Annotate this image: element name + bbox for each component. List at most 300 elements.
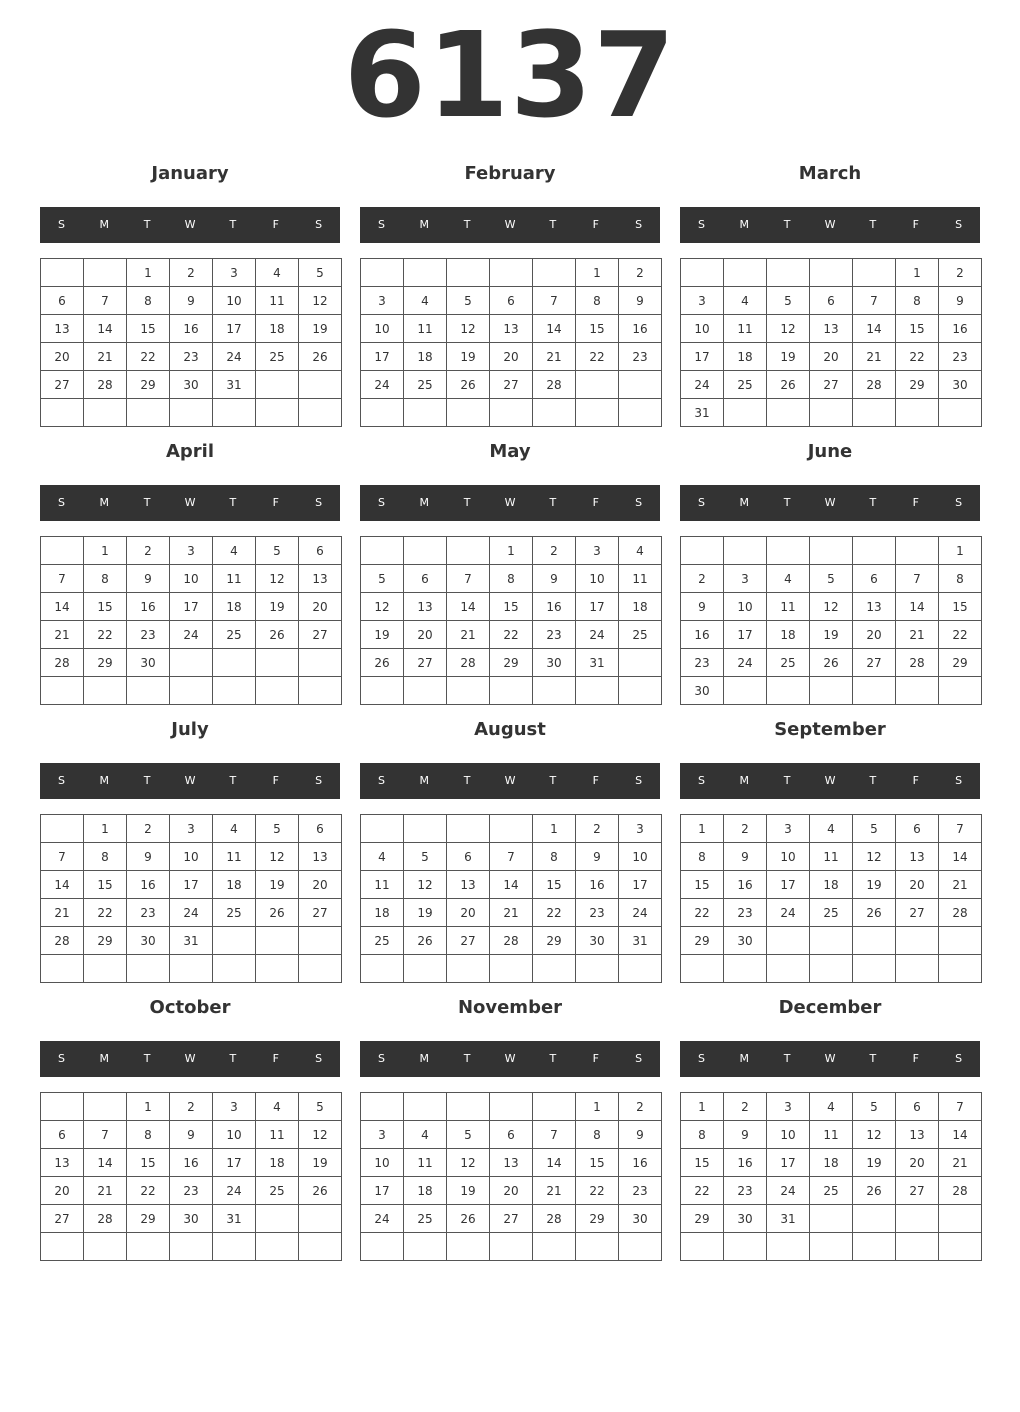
day-cell — [404, 259, 447, 287]
day-cell: 17 — [213, 1149, 256, 1177]
day-cell — [853, 677, 896, 705]
day-cell — [533, 1093, 576, 1121]
day-cell — [810, 1205, 853, 1233]
day-cell: 30 — [724, 927, 767, 955]
day-cell: 24 — [767, 899, 810, 927]
day-cell: 26 — [810, 649, 853, 677]
weekday-label: S — [57, 1052, 65, 1065]
day-cell: 29 — [939, 649, 982, 677]
week-row — [361, 927, 662, 955]
day-grid — [360, 814, 662, 983]
day-cell: 6 — [41, 287, 84, 315]
month-name: March — [798, 163, 862, 184]
day-cell: 21 — [853, 343, 896, 371]
week-row — [361, 843, 662, 871]
weekday-label: M — [739, 774, 750, 787]
week-row — [681, 287, 982, 315]
day-cell: 18 — [810, 871, 853, 899]
week-row — [41, 1205, 342, 1233]
day-cell: 18 — [213, 593, 256, 621]
day-cell — [533, 677, 576, 705]
day-cell — [170, 955, 213, 983]
day-cell: 6 — [490, 1121, 533, 1149]
weekday-label: M — [99, 496, 110, 509]
day-cell: 4 — [213, 537, 256, 565]
day-cell: 13 — [299, 565, 342, 593]
day-cell — [299, 677, 342, 705]
day-cell: 19 — [299, 315, 342, 343]
week-row — [681, 955, 982, 983]
weekday-label: W — [824, 496, 836, 509]
week-row — [681, 621, 982, 649]
day-cell: 31 — [213, 371, 256, 399]
day-cell: 1 — [576, 259, 619, 287]
day-cell: 1 — [576, 1093, 619, 1121]
day-cell: 27 — [896, 899, 939, 927]
day-cell: 12 — [853, 843, 896, 871]
week-row — [41, 287, 342, 315]
weekday-label: M — [419, 774, 430, 787]
week-row — [361, 1177, 662, 1205]
day-cell: 16 — [127, 593, 170, 621]
day-cell — [681, 1233, 724, 1261]
day-cell: 14 — [896, 593, 939, 621]
day-cell: 11 — [810, 843, 853, 871]
day-cell: 16 — [619, 1149, 662, 1177]
day-cell: 25 — [724, 371, 767, 399]
day-cell: 19 — [447, 343, 490, 371]
day-cell: 23 — [724, 1177, 767, 1205]
day-cell — [299, 371, 342, 399]
day-cell: 23 — [127, 621, 170, 649]
day-cell: 3 — [213, 1093, 256, 1121]
day-cell: 8 — [896, 287, 939, 315]
day-cell — [299, 927, 342, 955]
weekday-label: F — [912, 774, 919, 787]
day-cell: 9 — [939, 287, 982, 315]
day-cell: 28 — [939, 899, 982, 927]
week-row — [361, 1205, 662, 1233]
weekday-label: T — [143, 218, 151, 231]
day-cell: 24 — [724, 649, 767, 677]
day-cell — [404, 955, 447, 983]
day-cell: 6 — [896, 1093, 939, 1121]
day-cell — [447, 259, 490, 287]
day-cell: 12 — [810, 593, 853, 621]
day-cell: 4 — [256, 259, 299, 287]
day-cell: 27 — [299, 899, 342, 927]
day-cell: 14 — [84, 1149, 127, 1177]
day-cell: 15 — [84, 593, 127, 621]
day-cell: 24 — [681, 371, 724, 399]
day-cell: 18 — [810, 1149, 853, 1177]
day-cell — [41, 1233, 84, 1261]
day-cell: 2 — [619, 259, 662, 287]
day-cell: 8 — [576, 287, 619, 315]
day-cell: 24 — [213, 343, 256, 371]
month-name: May — [489, 441, 531, 462]
day-cell: 31 — [170, 927, 213, 955]
day-cell: 22 — [576, 343, 619, 371]
day-cell: 10 — [361, 1149, 404, 1177]
day-cell: 6 — [299, 537, 342, 565]
day-cell: 7 — [533, 287, 576, 315]
day-cell: 9 — [619, 287, 662, 315]
day-cell: 9 — [619, 1121, 662, 1149]
weekday-header — [360, 1041, 660, 1077]
day-cell — [490, 677, 533, 705]
day-cell: 1 — [681, 1093, 724, 1121]
day-cell: 1 — [127, 1093, 170, 1121]
day-cell: 14 — [41, 871, 84, 899]
week-row — [41, 1121, 342, 1149]
weekday-label: T — [549, 496, 557, 509]
day-cell: 17 — [170, 871, 213, 899]
week-row — [41, 565, 342, 593]
day-cell: 10 — [213, 1121, 256, 1149]
day-grid — [360, 1092, 662, 1261]
day-cell: 2 — [724, 815, 767, 843]
month-name: September — [774, 719, 886, 740]
day-cell — [299, 649, 342, 677]
weekday-header — [40, 485, 340, 521]
day-cell: 14 — [447, 593, 490, 621]
day-grid — [680, 814, 982, 983]
day-cell — [853, 399, 896, 427]
day-cell: 6 — [490, 287, 533, 315]
day-cell — [576, 955, 619, 983]
weekday-label: T — [229, 1052, 237, 1065]
day-cell: 8 — [939, 565, 982, 593]
weekday-label: W — [504, 1052, 516, 1065]
weekday-label: F — [912, 1052, 919, 1065]
day-cell: 1 — [490, 537, 533, 565]
day-cell: 6 — [299, 815, 342, 843]
day-cell: 21 — [939, 871, 982, 899]
weekday-label: T — [783, 774, 791, 787]
day-cell: 21 — [533, 1177, 576, 1205]
day-cell: 9 — [170, 1121, 213, 1149]
day-cell: 10 — [767, 1121, 810, 1149]
day-cell: 28 — [853, 371, 896, 399]
weekday-label: W — [184, 496, 196, 509]
day-cell: 11 — [724, 315, 767, 343]
week-row — [41, 1177, 342, 1205]
day-cell: 25 — [404, 1205, 447, 1233]
day-cell: 30 — [127, 649, 170, 677]
day-cell — [404, 677, 447, 705]
day-cell — [361, 1093, 404, 1121]
day-cell: 14 — [533, 1149, 576, 1177]
day-cell: 12 — [853, 1121, 896, 1149]
day-cell: 24 — [576, 621, 619, 649]
week-row — [361, 343, 662, 371]
day-cell: 29 — [576, 1205, 619, 1233]
day-cell: 11 — [810, 1121, 853, 1149]
weekday-header — [360, 485, 660, 521]
day-cell — [619, 677, 662, 705]
day-cell: 9 — [533, 565, 576, 593]
weekday-label: T — [143, 774, 151, 787]
weekday-label: M — [739, 496, 750, 509]
month-name: January — [151, 163, 229, 184]
day-cell: 8 — [84, 565, 127, 593]
week-row — [41, 871, 342, 899]
week-row — [681, 899, 982, 927]
day-cell: 5 — [853, 815, 896, 843]
day-cell — [256, 1205, 299, 1233]
weekday-label: S — [57, 774, 65, 787]
week-row — [41, 315, 342, 343]
day-cell: 16 — [170, 1149, 213, 1177]
week-row — [41, 899, 342, 927]
day-cell: 11 — [404, 315, 447, 343]
day-cell — [256, 677, 299, 705]
day-cell: 19 — [361, 621, 404, 649]
day-cell: 10 — [681, 315, 724, 343]
day-cell: 16 — [576, 871, 619, 899]
day-cell: 25 — [213, 899, 256, 927]
weekday-label: T — [463, 774, 471, 787]
day-cell: 13 — [490, 315, 533, 343]
day-cell — [84, 399, 127, 427]
day-cell — [404, 537, 447, 565]
day-cell: 29 — [896, 371, 939, 399]
week-row — [41, 1149, 342, 1177]
day-cell: 13 — [896, 1121, 939, 1149]
week-row — [681, 1093, 982, 1121]
day-cell: 29 — [127, 371, 170, 399]
weekday-label: F — [272, 218, 279, 231]
day-cell: 3 — [576, 537, 619, 565]
day-cell: 5 — [256, 815, 299, 843]
day-cell: 25 — [810, 1177, 853, 1205]
day-cell: 21 — [84, 343, 127, 371]
day-grid — [40, 814, 342, 983]
day-cell: 31 — [213, 1205, 256, 1233]
day-cell — [170, 399, 213, 427]
day-cell — [724, 955, 767, 983]
day-cell: 16 — [724, 871, 767, 899]
day-cell — [853, 1233, 896, 1261]
weekday-label: S — [635, 774, 643, 787]
day-cell: 6 — [853, 565, 896, 593]
day-cell: 5 — [853, 1093, 896, 1121]
day-cell: 27 — [41, 371, 84, 399]
week-row — [681, 871, 982, 899]
day-cell: 28 — [41, 649, 84, 677]
day-cell — [896, 537, 939, 565]
week-row — [681, 593, 982, 621]
day-cell: 11 — [619, 565, 662, 593]
week-row — [681, 315, 982, 343]
weekday-label: T — [869, 218, 877, 231]
weekday-label: S — [635, 496, 643, 509]
weekday-label: M — [99, 218, 110, 231]
day-cell: 25 — [256, 1177, 299, 1205]
day-cell — [299, 955, 342, 983]
day-cell: 18 — [213, 871, 256, 899]
day-cell — [619, 649, 662, 677]
weekday-label: S — [377, 774, 385, 787]
day-cell: 3 — [767, 1093, 810, 1121]
day-cell: 15 — [681, 871, 724, 899]
day-cell: 10 — [724, 593, 767, 621]
day-cell: 6 — [810, 287, 853, 315]
day-cell: 8 — [84, 843, 127, 871]
day-cell — [533, 399, 576, 427]
week-row — [361, 371, 662, 399]
day-cell: 19 — [404, 899, 447, 927]
day-cell: 9 — [127, 843, 170, 871]
day-cell: 21 — [447, 621, 490, 649]
day-cell: 26 — [853, 899, 896, 927]
day-cell: 19 — [256, 871, 299, 899]
day-cell — [213, 955, 256, 983]
day-cell: 13 — [404, 593, 447, 621]
day-cell: 23 — [939, 343, 982, 371]
weekday-label: M — [419, 496, 430, 509]
weekday-label: M — [419, 1052, 430, 1065]
day-cell: 26 — [767, 371, 810, 399]
day-cell: 11 — [767, 593, 810, 621]
week-row — [41, 371, 342, 399]
day-cell: 12 — [447, 1149, 490, 1177]
day-cell — [299, 1205, 342, 1233]
day-cell — [361, 955, 404, 983]
day-cell: 10 — [619, 843, 662, 871]
day-cell: 7 — [41, 565, 84, 593]
week-row — [361, 649, 662, 677]
day-cell: 29 — [84, 649, 127, 677]
weekday-label: F — [272, 1052, 279, 1065]
day-cell: 5 — [361, 565, 404, 593]
day-cell: 4 — [256, 1093, 299, 1121]
day-cell — [447, 677, 490, 705]
day-cell: 30 — [170, 371, 213, 399]
week-row — [361, 815, 662, 843]
week-row — [41, 649, 342, 677]
day-cell: 12 — [767, 315, 810, 343]
week-row — [41, 399, 342, 427]
day-cell — [576, 399, 619, 427]
week-row — [681, 399, 982, 427]
day-cell: 29 — [84, 927, 127, 955]
day-cell: 8 — [490, 565, 533, 593]
week-row — [41, 621, 342, 649]
week-row — [41, 343, 342, 371]
day-cell: 9 — [681, 593, 724, 621]
day-cell: 7 — [896, 565, 939, 593]
day-cell: 10 — [767, 843, 810, 871]
day-cell: 8 — [127, 287, 170, 315]
weekday-label: S — [377, 218, 385, 231]
day-cell: 1 — [939, 537, 982, 565]
weekday-label: S — [955, 496, 963, 509]
day-cell — [84, 259, 127, 287]
day-cell: 24 — [619, 899, 662, 927]
weekday-label: F — [272, 496, 279, 509]
day-cell: 3 — [767, 815, 810, 843]
day-cell: 4 — [724, 287, 767, 315]
day-cell: 11 — [404, 1149, 447, 1177]
day-cell: 26 — [853, 1177, 896, 1205]
day-cell — [767, 537, 810, 565]
weekday-label: S — [697, 1052, 705, 1065]
day-cell — [404, 815, 447, 843]
weekday-label: W — [824, 774, 836, 787]
day-cell: 4 — [213, 815, 256, 843]
day-cell: 9 — [724, 1121, 767, 1149]
day-cell — [447, 815, 490, 843]
week-row — [361, 1121, 662, 1149]
day-cell: 9 — [170, 287, 213, 315]
day-cell: 17 — [619, 871, 662, 899]
weekday-header — [680, 763, 980, 799]
weekday-label: S — [697, 496, 705, 509]
weekday-label: S — [635, 218, 643, 231]
day-cell — [767, 955, 810, 983]
day-cell: 3 — [170, 537, 213, 565]
week-row — [361, 259, 662, 287]
day-cell — [84, 1093, 127, 1121]
day-cell — [490, 1233, 533, 1261]
day-cell — [939, 955, 982, 983]
day-cell: 27 — [810, 371, 853, 399]
day-cell: 24 — [170, 621, 213, 649]
day-cell: 18 — [404, 1177, 447, 1205]
day-cell: 30 — [170, 1205, 213, 1233]
day-cell: 18 — [404, 343, 447, 371]
week-row — [681, 1121, 982, 1149]
day-grid — [40, 536, 342, 705]
day-cell — [127, 955, 170, 983]
weekday-label: M — [419, 218, 430, 231]
weekday-header — [680, 207, 980, 243]
day-cell: 19 — [256, 593, 299, 621]
week-row — [41, 927, 342, 955]
day-cell: 29 — [490, 649, 533, 677]
day-cell: 10 — [170, 565, 213, 593]
day-cell: 30 — [724, 1205, 767, 1233]
weekday-label: T — [869, 774, 877, 787]
day-cell: 12 — [299, 1121, 342, 1149]
day-cell: 14 — [939, 843, 982, 871]
day-cell — [127, 399, 170, 427]
day-cell: 13 — [490, 1149, 533, 1177]
week-row — [361, 871, 662, 899]
week-row — [681, 1205, 982, 1233]
day-cell: 26 — [447, 1205, 490, 1233]
weekday-label: S — [57, 218, 65, 231]
week-row — [681, 565, 982, 593]
day-cell: 12 — [404, 871, 447, 899]
day-cell: 18 — [256, 315, 299, 343]
day-cell: 12 — [361, 593, 404, 621]
day-cell: 7 — [84, 1121, 127, 1149]
weekday-label: W — [504, 496, 516, 509]
day-cell: 17 — [681, 343, 724, 371]
day-cell — [810, 927, 853, 955]
day-cell: 2 — [170, 1093, 213, 1121]
day-cell: 3 — [724, 565, 767, 593]
day-cell: 26 — [299, 343, 342, 371]
day-cell: 29 — [681, 927, 724, 955]
day-cell: 15 — [127, 1149, 170, 1177]
day-cell: 9 — [127, 565, 170, 593]
day-cell — [404, 399, 447, 427]
day-cell: 22 — [127, 343, 170, 371]
